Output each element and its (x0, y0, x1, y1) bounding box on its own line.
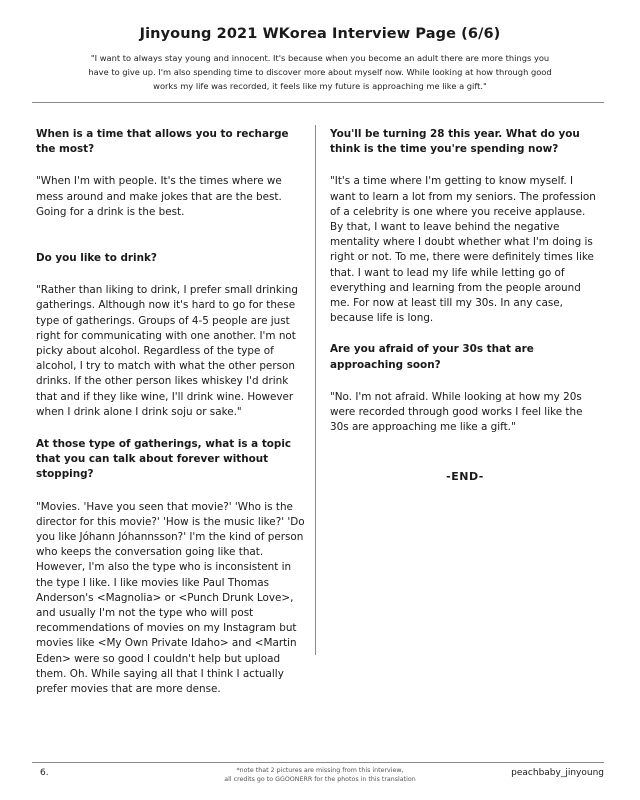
footer-divider (32, 762, 604, 763)
end-marker: -END- (446, 470, 484, 484)
answer-drink: "Rather than liking to drink, I prefer small drinking gatherings. Although now it's hard to go for these type of gatherings. Groups of 4-5 people are just right for communicating with one another. I'm not picky about alcohol. Regardless of the type of alcohol, I try to match with what the other person drinks. If the other person likes whiskey I'd drink that and if they like wine, I'll drink wine. However when I drink alone I drink soju or sake." (36, 284, 298, 418)
footer-note-line-2: all credits go to GGOONERR for the photos in this translation (224, 775, 416, 783)
right-column (330, 127, 600, 485)
column-divider (315, 125, 316, 655)
question-drink: Do you like to drink? (36, 252, 157, 265)
question-topic: At those type of gatherings, what is a topic that you can talk about forever without stopping? (36, 438, 292, 481)
page-number: 6. (40, 768, 49, 778)
footer-note-line-1: *note that 2 pictures are missing from this interview, (236, 767, 404, 774)
footer-note (200, 767, 440, 784)
question-turning-28: You'll be turning 28 this year. What do you think is the time you're spending now? (330, 128, 580, 156)
question-recharge: When is a time that allows you to recharge the most? (36, 128, 289, 156)
answer-30s: "No. I'm not afraid. While looking at how my 20s were recorded through good works I feel like the 30s are approaching me like a gift." (330, 390, 583, 434)
answer-turning-28: "It's a time where I'm getting to know myself. I want to learn a lot from my seniors. The profession of a celebrity is one where you receive applause. By that, I want to leave behind the negative mentality where I doubt whether what I'm doing is right or not. To me, there were definitely times like that. I want to lead my life while letting go of everything and learning from the people around me. For now at least till my 30s. In any case, because life is long. (330, 175, 596, 325)
question-30s: Are you afraid of your 30s that are approaching soon? (330, 343, 534, 371)
header-quote: "I want to always stay young and innocent. It's because when you become an adult there are more things you have to give up. I'm also spending time to discover more about myself now. While looking at how through good works my life was recorded, it feels like my future is approaching me like a gift." (88, 53, 552, 91)
left-column (36, 127, 306, 728)
author-handle: peachbaby_jinyoung (511, 768, 604, 778)
answer-topic: "Movies. 'Have you seen that movie?' 'Who is the director for this movie?' 'How is the music like?' 'Do you like Jóhann Jóhannsson?' I'm the kind of person who keeps the conversation going like that. However, I'm also the type who is inconsistent in the type I like. I like movies like Paul Thomas Anderson's <Magnolia> or <Punch Drunk Love>, and usually I'm not the type who will post recommendations of movies on my Instagram but movies like <My Own Private Idaho> and <Martin Eden> were so good I couldn't help but upload them. Oh. While saying all that I think I actually prefer movies that are more dense. (36, 500, 305, 696)
header-divider (32, 102, 604, 103)
page-title: Jinyoung 2021 WKorea Interview Page (6/6) (139, 26, 501, 42)
answer-recharge: "When I'm with people. It's the times where we mess around and make jokes that are the best. Going for a drink is the best. (36, 175, 282, 218)
